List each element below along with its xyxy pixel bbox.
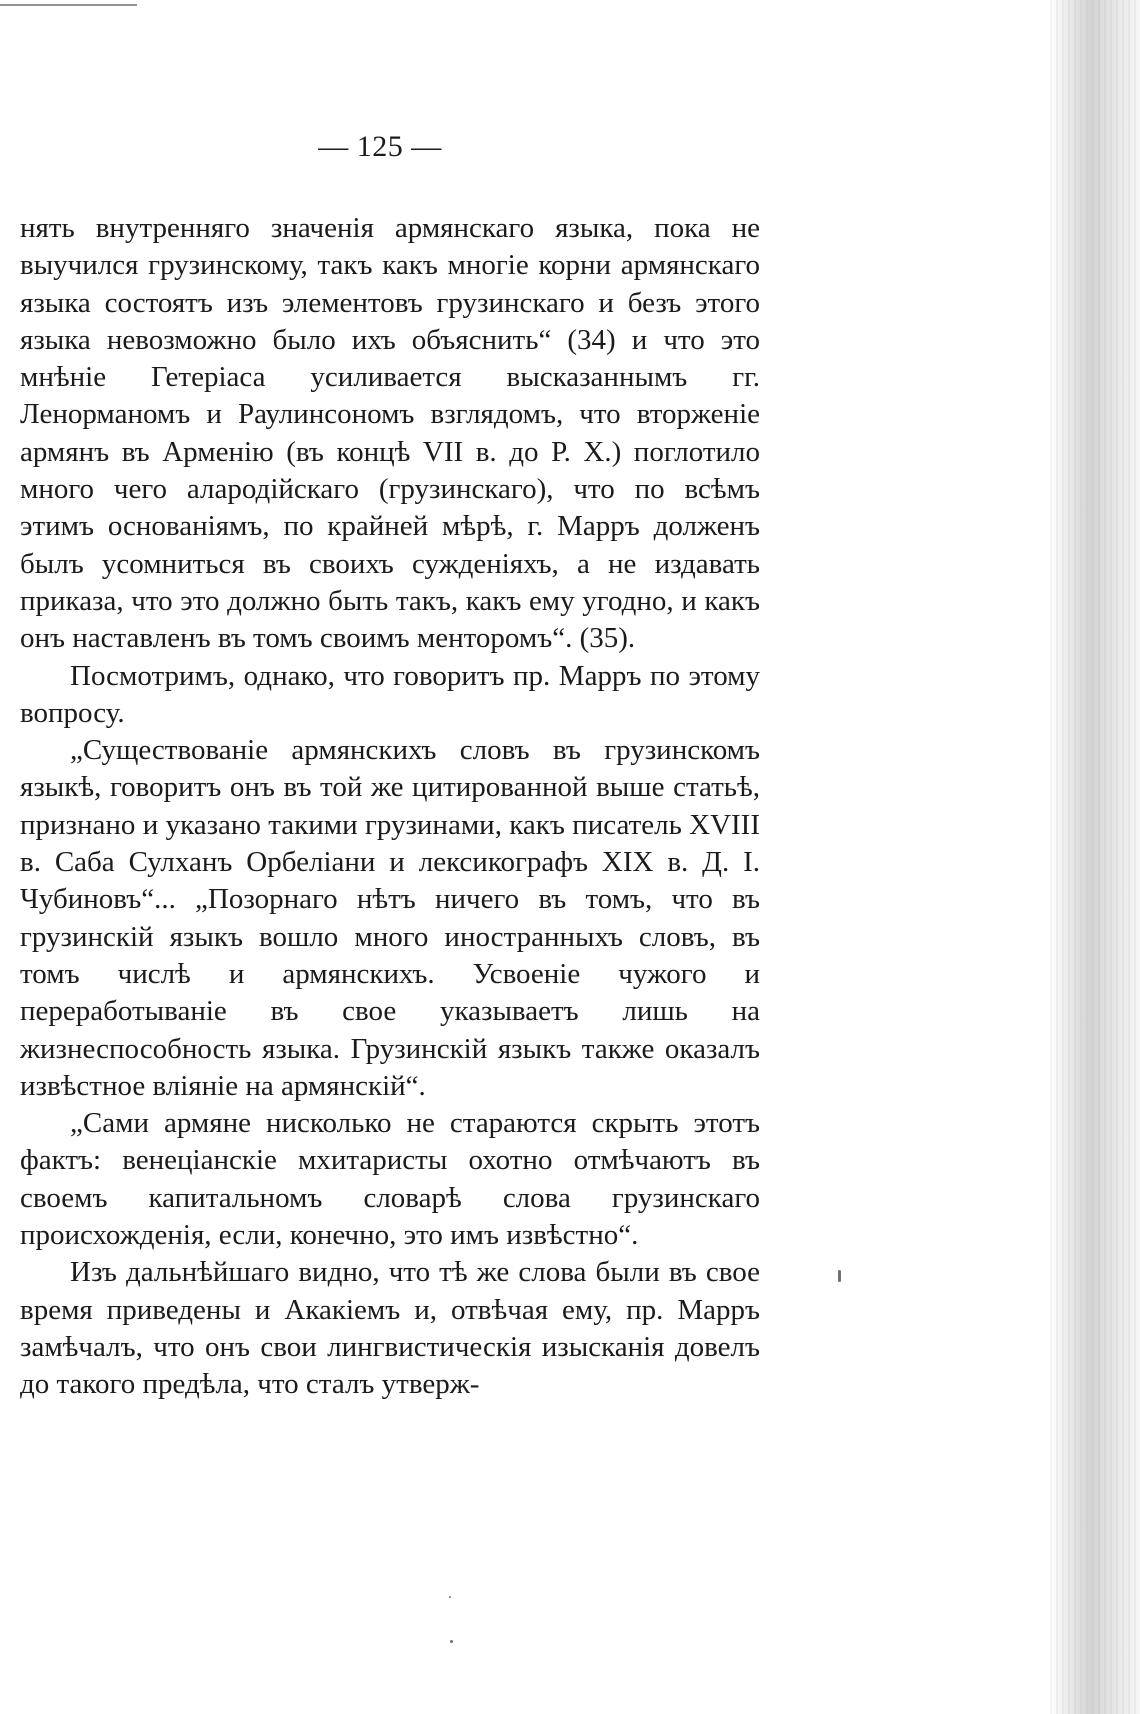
paragraph-further: Изъ дальнѣйшаго видно, что тѣ же слова были въ свое время приведены и Акакіемъ и, отвѣчая ему, пр. Марръ замѣчалъ, что онъ свои лингвистическія изысканія довелъ до такого предѣла, что сталъ утверж- (20, 1256, 760, 1401)
page-number: — 125 — (318, 130, 442, 163)
binding-edge-shadow (1050, 0, 1140, 1714)
paragraph-quote-armenians: „Сами армяне нисколько не стараются скрыть этотъ фактъ: венеціанскіе мхитаристы охотно отмѣчаютъ въ своемъ капитальномъ словарѣ слова грузинскаго происхожденія, если, конечно, это имъ извѣстно“. (20, 1107, 760, 1252)
top-scan-rule (0, 4, 1140, 6)
paragraph-lookup: Посмотримъ, однако, что говоритъ пр. Марръ по этому вопросу. (20, 659, 760, 729)
scan-speck (450, 1640, 453, 1643)
paragraph-quote-existence: „Существованіе армянскихъ словъ въ грузинскомъ языкѣ, говоритъ онъ въ той же цитированной выше статьѣ, признано и указано такими грузинами, какъ писатель XVIII в. Саба Сулханъ Орбеліани и лексикографъ XIX в. Д. І. Чубиновъ“... „Позорнаго нѣтъ ничего въ томъ, что въ грузинскій языкъ вошло много иностранныхъ словъ, въ томъ числѣ и армянскихъ. Усвоеніе чужого и переработываніе въ свое указываетъ лишь на жизнеспособность языка. Грузинскій языкъ также оказалъ извѣстное вліяніе на армянскій“. (20, 734, 760, 1102)
scan-speck (449, 1596, 451, 1598)
body-text (20, 210, 760, 1404)
scan-speck (838, 1270, 841, 1282)
paragraph-continuation: нять внутренняго значенія армянскаго языка, пока не выучился грузинскому, такъ какъ многіе корни армянскаго языка состоятъ изъ элементовъ грузинскаго и безъ этого языка невозможно было ихъ объяснить“ (34) и что это мнѣніе Гетеріаса усиливается высказаннымъ гг. Ленорманомъ и Раулинсономъ взглядомъ, что вторженіе армянъ въ Арменію (въ концѣ VII в. до Р. Х.) поглотило много чего алародійскаго (грузинскаго), что по всѣмъ этимъ основаніямъ, по крайней мѣрѣ, г. Марръ долженъ былъ усомниться въ своихъ сужденіяхъ, а не издавать приказа, что это должно быть такъ, какъ ему угодно, и какъ онъ наставленъ въ томъ своимъ менторомъ“. (35). (20, 212, 760, 655)
